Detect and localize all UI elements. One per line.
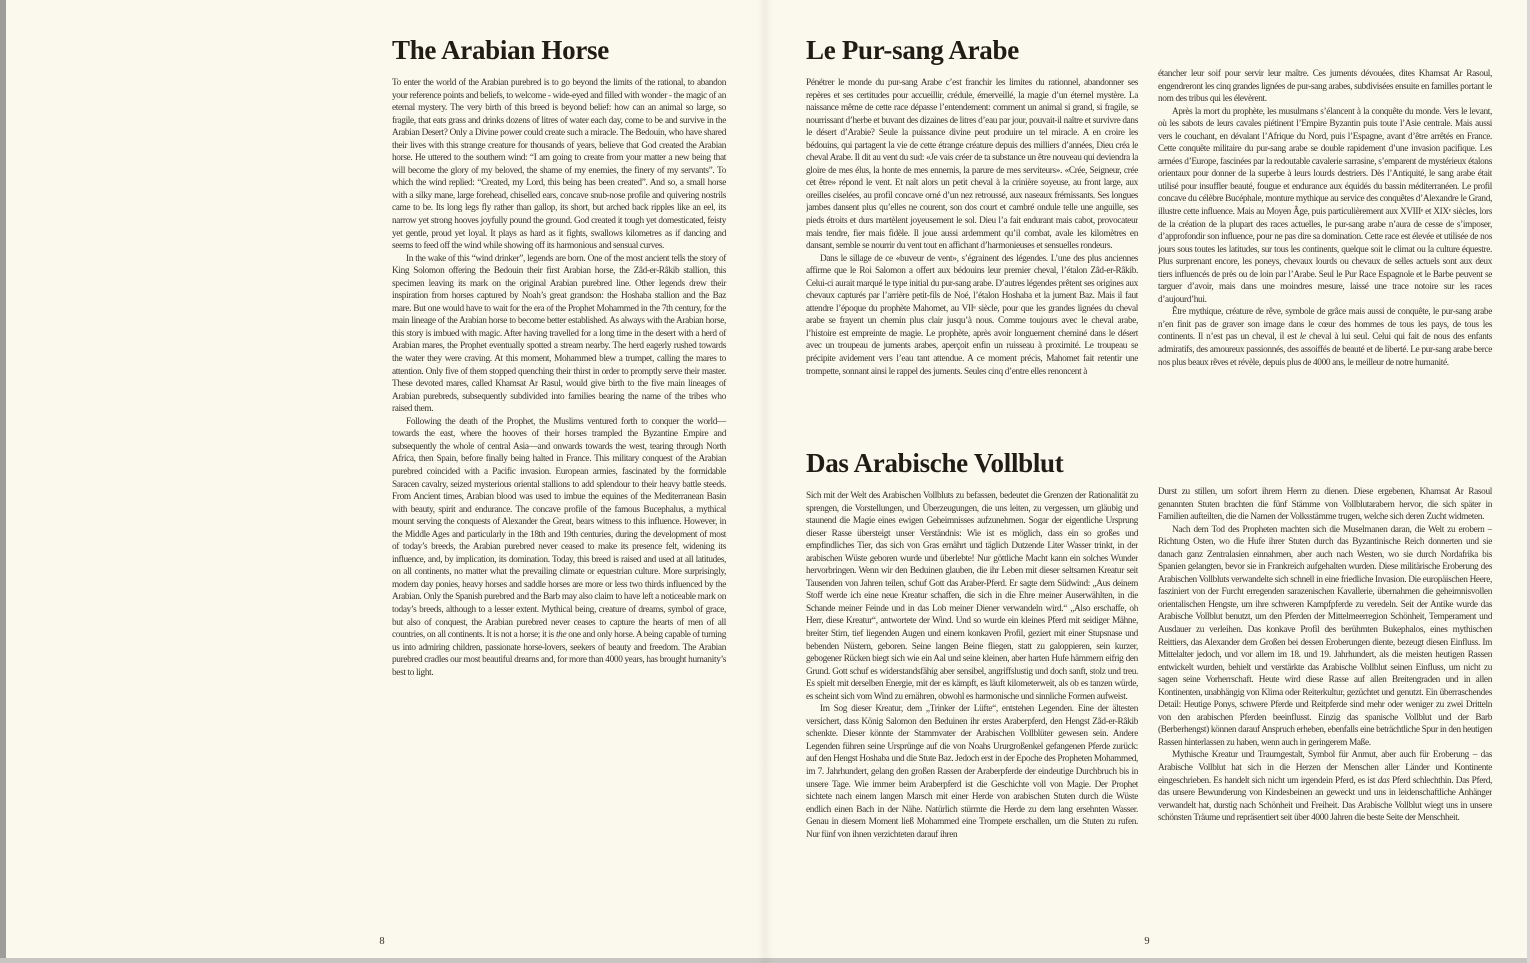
article-body-german-col1 [806, 490, 1138, 928]
spread-fold-shadow [757, 0, 773, 963]
paragraph: To enter the world of the Arabian purebred is to go beyond the limits of the rational, to abandon your reference points and beliefs, to welcome - wide-eyed and filled with wonder - the magic of an eternal mystery. The very birth of this breed is beyond belief: how can an animal so large, so fragile, that eats grass and drinks dozens of litres of water each day, come to be and survive in the Arabian Desert? Only a Divine power could create such a miracle. The Bedouin, who have shared their lives with this strange creature for thousands of years, believe that God created the Arabian horse. He uttered to the southern wind: “I am going to create from your matter a new being that will become the glory of my beloved, the shame of my enemies, the finery of my servants”. To which the wind replied: “Created, my Lord, this being has been created”. And so, a small horse with a silky mane, large forehead, chiselled ears, concave snub-nose profile and quivering nostrils came to be. Its long legs fly rather than gallop, its short, but arched back ripples like an eel, its narrow yet strong hooves joyfully pound the ground. God created it tough yet domesticated, feisty yet gentle, proud yet loyal. It plays as hard as it fights, swallows kilometres as if dancing and seems to feed off the wind while showing off its harmonious and sensual curves. [392, 78, 726, 252]
paragraph: Après la mort du prophète, les musulmans s’élancent à la conquête du monde. Vers le levant, où les sabots de leurs cavales piétinent l’Empire Byzantin puis toute l’Asie centrale. Mais aussi vers le couchant, en dévalant l’Afrique du Nord, puis l’Espagne, avant d’être arrêtés en France. Cette conquête militaire du pur-sang arabe se double rapidement d’une invasion pacifique. Les armées d’Europe, fascinées par la redoutable cavalerie sarrasine, s’emparent de mystérieux étalons orientaux pour donner de la superbe à leurs lourds destriers. Dès l’Antiquité, le sang arabe était utilisé pour insuffler beauté, fougue et endurance aux équidés du bassin méditerranéen. Le profil concave du célèbre Bucéphale, monture mythique au service des conquêtes d’Alexandre le Grand, illustre cette influence. Mais au Moyen Âge, puis particulièrement aux XVIIIᵉ et XIXᵉ siècles, lors de la création de la plupart des races actuelles, le pur-sang arabe n’aura de cesse de s’imposer, d’approfondir son influence, pour ne pas dire sa domination. Cette race est élevée et utilisée de nos jours sous toutes les latitudes, sur tous les continents, quelque soit le climat ou la culture équestre. Plus surprenant encore, les poneys, chevaux lourds ou chevaux de selles actuels sont aux deux tiers influencés de près ou de loin par l’Arabe. Seul le Pur Race Espagnole et le Barbe peuvent se targuer d’avoir, mais dans une moindres mesure, laissé une trace notoire sur les races d’aujourd’hui. [1158, 106, 1492, 305]
article-english [392, 36, 726, 679]
page-number-left: 8 [379, 936, 385, 947]
paragraph: Following the death of the Prophet, the Muslims ventured forth to conquer the world—towards the east, where the hooves of their horses trampled the Byzantine Empire and subsequently the whole of central Asia—and onwards towards the west, tearing through North Africa, then Spain, before finally being halted in France. This military conquest of the Arabian purebred coincided with a Pacific invasion. European armies, fascinated by the formidable Saracen cavalry, seized mysterious oriental stallions to add splendour to their heavy battle steeds. From Ancient times, Arabian blood was used to imbue the equines of the Mediterranean Basin with beauty, spirit and endurance. The concave profile of the famous Bucephalus, a mythical mount serving the conquests of Alexander the Great, bears witness to this influence. However, in the Middle Ages and particularly in the 18th and 19th centuries, during the development of most of today’s breeds, the Arabian purebred never ceased to make its presence felt, widening its influence, and, by implication, its domination. Today, this breed is raised and used at all latitudes, on all continents, no matter what the prevailing climate or equestrian culture. More surprisingly, modern day ponies, heavy horses and saddle horses are more or less two thirds influenced by the Arabian. Only the Spanish purebred and the Barb may also claim to have left a noticeable mark on today’s breeds, although to a lesser extent. Mythical being, creature of dreams, symbol of grace, but also of conquest, the Arabian purebred never ceases to capture the hearts of men of all countries, on all continents. It is not a horse; it is the one and only horse. A being capable of turning us into admiring children, passionate horse-lovers, seekers of beauty and freedom. The Arabian purebred cradles our most beautiful dreams and, for more than 4000 years, has brought humanity’s best to light. [392, 416, 726, 678]
page-number-right: 9 [1144, 936, 1150, 947]
article-german [806, 449, 1138, 928]
paragraph: Pénétrer le monde du pur-sang Arabe c’est franchir les limites du rationnel, abandonner ses repères et ses certitudes pour accueillir, crédule, émerveillé, la magie d’un éternel mystère. La naissance même de cette race dépasse l’entendement: comment un animal si grand, si fragile, se nourrissant d’herbe et buvant des dizaines de litres d’eau par jour, pouvait-il naître et survivre dans le désert d’Arabie? Seule la puissance divine peut produire un tel miracle. A en croire les bédouins, qui partagent la vie de cette étrange créature depuis des milliers d’années, Dieu créa le cheval Arabe. Il dit au vent du sud: «Je vais créer de ta substance un être nouveau qui deviendra la gloire de mes élus, la honte de mes ennemis, la parure de mes serviteurs». «Crée, Seigneur, crée cet être» répond le vent. Et naît alors un petit cheval à la crinière soyeuse, au front large, aux oreilles ciselées, au profil concave orné d’un nez retroussé, aux naseaux frémissants. Ses longues jambes dansent plus qu’elles ne courent, son dos court et cambré ondule telle une anguille, ses pieds étroits et durs martèlent joyeusement le sol. Dieu l’a fait endurant mais cabot, provocateur mais tendre, fier mais fidèle. Il joue aussi ardemment qu’il combat, avale les kilomètres en dansant, semble se nourrir du vent tout en affichant d’harmonieuses et sensuelles rondeurs. [806, 78, 1138, 252]
article-title-french: Le Pur-sang Arabe [806, 35, 1019, 65]
paragraph: Sich mit der Welt des Arabischen Vollbluts zu befassen, bedeutet die Grenzen der Rationalität zu sprengen, die Vorstellungen, und Überzeugungen, die uns leiten, zu vergessen, um gläubig und staunend die Magie eines ewigen Geheimnisses aufzunehmen. Sogar der eigentliche Ursprung dieser Rasse übersteigt unser Verständnis: Wie ist es möglich, dass ein so großes und empfindliches Tier, das sich von Gras ernährt und täglich Dutzende Liter Wasser trinkt, in der arabischen Wüste geboren wurde und überlebte! Nur göttliche Macht kann ein solches Wunder hervorbringen. Wenn wir den Beduinen glauben, die ihr Leben mit dieser seltsamen Kreatur seit Tausenden von Jahren teilen, schuf Gott das Araber-Pferd. Er sagte dem Südwind: „Aus deinem Stoff werde ich eine neue Kreatur schaffen, die sich in die Ehre meiner Auserwählten, in die Schande meiner Feinde und in das Lob meiner Diener verwandeln wird.“ „Also erschaffe, oh Herr, diese Kreatur“, antwortete der Wind. Und so wurde ein kleines Pferd mit seidiger Mähne, breiter Stirn, tief liegenden Augen und einem konkaven Profil, geziert mit einer Stupsnase und bebenden Nüstern, geboren. Seine langen Beine fliegen, statt zu galoppieren, sein kurzer, gebogener Rücken biegt sich wie ein Aal und seine kleinen, aber harten Hufe hämmern eifrig den Grund. Gott schuf es widerstandsfähig aber sensibel, angriffslustig und doch sanft, stolz und treu. Es spielt mit derselben Energie, mit der es kämpft, es läuft kilometerweit, als ob es tanzen würde, es scheint sich vom Wind zu ernähren, obwohl es harmonische und sinnliche Formen aufweist. [806, 491, 1138, 702]
paragraph: Être mythique, créature de rêve, symbole de grâce mais aussi de conquête, le pur-sang arabe n’en finit pas de graver son image dans le cœur des hommes de tous les pays, de tous les continents. Il n’est pas un cheval, il est le cheval à lui seul. Celui qui fait de nous des enfants admiratifs, des amoureux passionnés, des assoiffés de beauté et de liberté. Le pur-sang arabe berce nos plus beaux rêves et révèle, depuis plus de 4000 ans, le meilleur de notre humanité. [1158, 307, 1492, 368]
article-body-german-col2 [1158, 486, 1492, 932]
paragraph: Dans le sillage de ce «buveur de vent», s’égrainent des légendes. L’une des plus anciennes affirme que le Roi Salomon a offert aux bédouins leur premier cheval, l’étalon Zâd-er-Râkib. Celui-ci aurait marqué le type initial du pur-sang arabe. D’autres légendes prêtent ses origines aux chevaux capturés par l’arrière petit-fils de Noé, l’étalon Hoshaba et la jument Baz. Mais il faut attendre l’époque du prophète Mahomet, au VIIᵉ siècle, pour que les grandes lignées du cheval arabe se frayent un chemin plus clair jusqu’à nous. Comme toujours avec le cheval arabe, l’histoire est empreinte de magie. Le prophète, après avoir longuement cheminé dans le désert avec un troupeau de juments arabes, aperçoit enfin un ruisseau à proximité. Le troupeau se précipite avidement vers l’eau tant attendue. A ce moment précis, Mahomet fait retentir une trompette, sonnant ainsi le rappel des juments. Seules cinq d’entre elles renoncent à [806, 253, 1138, 377]
article-title-german: Das Arabische Vollblut [806, 448, 1064, 478]
paragraph: In the wake of this “wind drinker”, legends are born. One of the most ancient tells the story of King Solomon offering the Bedouin their first Arabian horse, the Zâd-er-Râkib stallion, this specimen leaving its mark on the original Arabian purebred line. Other legends drew their inspiration from horses captured by Noah’s great grandson: the Hoshaba stallion and the Baz mare. But one would have to wait for the era of the Prophet Mohammed in the 7th century, for the main lineage of the Arabian horse to become better established. As always with the Arabian horse, this story is imbued with magic. After having travelled for a long time in the desert with a herd of Arabian mares, the Prophet eventually spotted a stream nearby. The herd eagerly rushed towards the water they were craving. At this moment, Mohammed blew a trumpet, calling the mares to attention. Only five of them stopped quenching their thirst in order to promptly serve their master. These devoted mares, called Khamsat Ar Rasul, would give birth to the five main lineages of Arabian purebreds, subsequently subdivided into families bearing the name of the tribes who raised them. [392, 253, 726, 415]
article-body-french-col1 [806, 77, 1138, 451]
article-body-english [392, 77, 726, 679]
article-title-english: The Arabian Horse [392, 35, 609, 65]
page-edge-left [0, 0, 6, 963]
article-body-french-col2 [1158, 68, 1492, 478]
paragraph: Durst zu stillen, um sofort ihrem Herrn zu dienen. Diese ergebenen, Khamsat Ar Rasoul genannten Stuten brachten die fünf Stämme von Vollblutarabern hervor, die sich später in Familien aufteilten, die die Namen der Volksstämme trugen, welche sich deren Zucht widmeten. [1158, 487, 1492, 523]
article-french [806, 36, 1138, 451]
paragraph: Mythische Kreatur und Traumgestalt, Symbol für Anmut, aber auch für Eroberung – das Arabische Vollblut hat sich in die Herzen der Menschen aller Länder und Kontinente eingeschrieben. Es handelt sich nicht um irgendein Pferd, es ist das Pferd schlechthin. Das Pferd, das unsere Bewunderung von Kindesbeinen an geweckt und uns in leidenschaftliche Anhänger verwandelt hat, durstig nach Schönheit und Freiheit. Das Arabische Vollblut wiegt uns in unsere schönsten Träume und repräsentiert seit über 4000 Jahren die beste Seite der Menschheit. [1158, 750, 1492, 824]
paragraph: étancher leur soif pour servir leur maître. Ces juments dévouées, dites Khamsat Ar Rasoul, engendreront les cinq grandes lignées de pur-sang arabes, subdivisées ensuite en familles portant le nom des tribus qui les élevèrent. [1158, 69, 1492, 105]
paragraph: Im Sog dieser Kreatur, dem „Trinker der Lüfte“, entstehen Legenden. Eine der ältesten versichert, dass König Salomon den Beduinen ihr erstes Araberpferd, den Hengst Zâd-er-Râkib schenkte. Dieser könnte der Stammvater der Arabischen Vollblüter gewesen sein. Andere Legenden führen seine Ursprünge auf die von Noahs Ururgroßenkel gefangenen Pferde zurück: auf den Hengst Hoshaba und die Stute Baz. Jedoch erst in der Epoche des Propheten Mohammed, im 7. Jahrhundert, gelang den großen Rassen der Araberpferde der eindeutige Durchbruch bis in unsere Tage. Wie immer beim Araberpferd ist die Geschichte voll von Magie. Der Prophet sichtete nach einem langen Marsch mit einer Herde von arabischen Stuten durch die Wüste endlich einen Bach in der Nähe. Natürlich stürmte die Herde zu dem lang ersehnten Wasser. Genau in diesem Moment ließ Mohammed eine Trompete erschallen, um die Stuten zu rufen. Nur fünf von ihnen verzichteten darauf ihren [806, 704, 1138, 840]
paragraph: Nach dem Tod des Propheten machten sich die Muselmanen daran, die Welt zu erobern – Richtung Osten, wo die Hufe ihrer Stuten durch das Byzantinische Reich donnerten und sie danach ganz Zentralasien einnahmen, aber auch nach Westen, wo sie durch Nordafrika bis Spanien gelangten, bevor sie in Frankreich aufgehalten wurden. Diese militärische Eroberung des Arabischen Vollbluts verwandelte sich schnell in eine friedliche Invasion. Die europäischen Heere, fasziniert von der Furcht erregenden sarazenischen Kavallerie, übernahmen die geheimnisvollen orientalischen Hengste, um ihre schweren Kampfpferde zu veredeln. Seit der Antike wurde das Arabische Vollblut benutzt, um den Pferden der Mittelmeerregion Schönheit, Temperament und Ausdauer zu verleihen. Das konkave Profil des berühmten Bukephalos, eines mythischen Reittiers, das Alexander dem Großen bei dessen Eroberungen diente, bezeugt diesen Einfluss. Im Mittelalter jedoch, und vor allem im 18. und 19. Jahrhundert, als die meisten heutigen Rassen entwickelt wurden, behielt und verstärkte das Arabische Vollblut seinen Einfluss, um nicht zu sagen seine Vorherrschaft. Heute wird diese Rasse auf allen Breitengraden und in allen Kontinenten, unabhängig von Klima oder Reiterkultur, gezüchtet und genutzt. Ein überraschendes Detail: Heutige Ponys, schwere Pferde und Reitpferde sind mehr oder weniger zu zwei Dritteln von den arabischen Pferden beeinflusst. Einzig das spanische Vollblut und der Barb (Berberhengst) können darauf Anspruch erheben, ebenfalls eine beträchtliche Spur in den heutigen Rassen hinterlassen zu haben, wenn auch in geringerem Maße. [1158, 524, 1492, 748]
